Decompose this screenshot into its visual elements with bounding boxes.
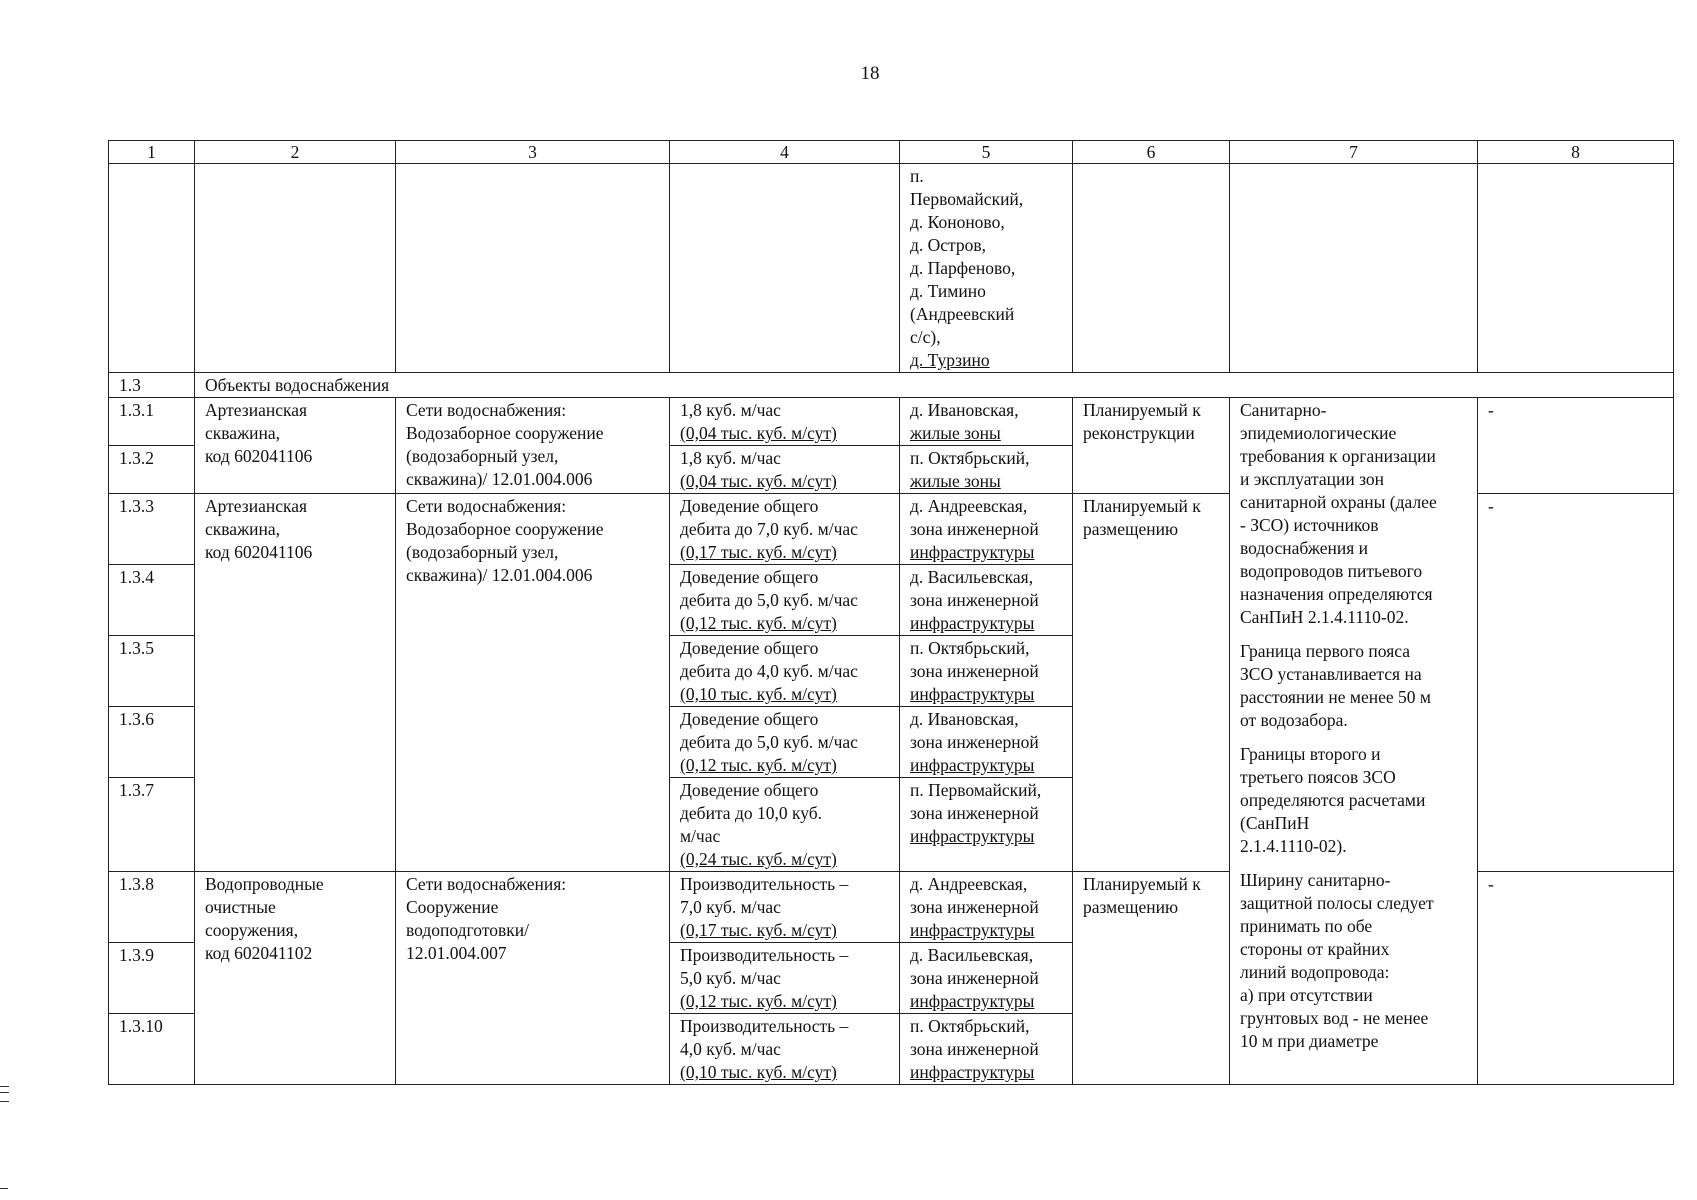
text-line: п. — [910, 166, 924, 186]
text-line: Артезианская — [205, 400, 308, 420]
text-line: (0,24 тыс. куб. м/сут) — [680, 849, 837, 869]
capacity — [670, 872, 900, 943]
status — [1073, 398, 1230, 494]
text-line: инфраструктуры — [910, 542, 1035, 562]
section-title: Объекты водоснабжения — [195, 373, 1674, 398]
location — [900, 636, 1073, 707]
text-line: д. Андреевская, — [910, 496, 1028, 516]
capacity — [670, 707, 900, 778]
header-cell: 8 — [1478, 141, 1674, 164]
text-line: д. Андреевская, — [910, 874, 1028, 894]
text-line: Доведение общего — [680, 780, 819, 800]
continuation-row — [109, 164, 1674, 373]
text-line: реконструкции — [1083, 423, 1195, 443]
text-line: (0,12 тыс. куб. м/сут) — [680, 613, 837, 633]
text-line: д. Ивановская, — [910, 400, 1019, 420]
text-line: Сети водоснабжения: — [406, 874, 567, 894]
text-line: Сети водоснабжения: — [406, 400, 567, 420]
text-line: от водозабора. — [1240, 710, 1348, 730]
text-line: водопроводов питьевого — [1240, 561, 1423, 581]
header-cell: 6 — [1073, 141, 1230, 164]
row-number: 1.3.8 — [109, 872, 195, 943]
text-line: Доведение общего — [680, 567, 819, 587]
text-line: размещению — [1083, 897, 1179, 917]
text-line: с/с), — [910, 327, 941, 347]
text-line: Планируемый к — [1083, 874, 1201, 894]
location — [900, 565, 1073, 636]
text-line: инфраструктуры — [910, 920, 1035, 940]
text-line: дебита до 5,0 куб. м/час — [680, 590, 858, 610]
capacity — [670, 398, 900, 446]
header-cell: 5 — [900, 141, 1073, 164]
row-number: 1.3.2 — [109, 446, 195, 494]
location — [900, 872, 1073, 943]
text-line: - ЗСО) источников — [1240, 515, 1379, 535]
text-line: (0,04 тыс. куб. м/сут) — [680, 423, 837, 443]
note: - — [1478, 494, 1674, 872]
margin-tick — [0, 1188, 8, 1189]
text-line: Водозаборное сооружение — [406, 519, 604, 539]
text-line: (0,10 тыс. куб. м/сут) — [680, 1062, 837, 1082]
text-line: инфраструктуры — [910, 991, 1035, 1011]
row-number: 1.3.10 — [109, 1014, 195, 1085]
text-line: очистные — [205, 897, 276, 917]
text-line: 1,8 куб. м/час — [680, 400, 781, 420]
text-line: инфраструктуры — [910, 1062, 1035, 1082]
text-line: скважина, — [205, 423, 281, 443]
text-line: Производительность – — [680, 945, 849, 965]
capacity — [670, 636, 900, 707]
text-line: д. Кононово, — [910, 212, 1005, 232]
text-line: защитной полосы следует — [1240, 893, 1434, 913]
text-line: 1,8 куб. м/час — [680, 448, 781, 468]
text-line: Граница первого пояса — [1240, 641, 1410, 661]
text-line: Ширину санитарно- — [1240, 870, 1391, 890]
header-cell: 4 — [670, 141, 900, 164]
header-cell: 1 — [109, 141, 195, 164]
text-line: зона инженерной — [910, 803, 1039, 823]
location — [900, 943, 1073, 1014]
object-name — [195, 398, 396, 494]
text-line: водоподготовки/ — [406, 920, 529, 940]
text-line: (0,10 тыс. куб. м/сут) — [680, 684, 837, 704]
text-line: д. Турзино — [910, 350, 990, 370]
text-line: зона инженерной — [910, 968, 1039, 988]
row-number: 1.3.3 — [109, 494, 195, 565]
text-line: (СанПиН — [1240, 813, 1310, 833]
text-line: 5,0 куб. м/час — [680, 968, 781, 988]
capacity — [670, 1014, 900, 1085]
capacity — [670, 565, 900, 636]
requirements-paragraph — [1240, 640, 1469, 732]
note: - — [1478, 398, 1674, 494]
location — [900, 494, 1073, 565]
text-line: Производительность – — [680, 1016, 849, 1036]
text-line: определяются расчетами — [1240, 790, 1426, 810]
object-type — [396, 872, 670, 1085]
text-line: дебита до 10,0 куб. — [680, 803, 823, 823]
settlements-cell — [900, 164, 1073, 373]
text-line: санитарной охраны (далее — [1240, 492, 1437, 512]
cell — [396, 164, 670, 373]
text-line: код 602041106 — [205, 446, 313, 466]
status — [1073, 494, 1230, 872]
cell — [1478, 164, 1674, 373]
text-line: инфраструктуры — [910, 826, 1035, 846]
text-line: 2.1.4.1110-02). — [1240, 836, 1347, 856]
text-line: код 602041106 — [205, 542, 313, 562]
text-line: д. Васильевская, — [910, 945, 1034, 965]
text-line: Производительность – — [680, 874, 849, 894]
text-line: назначения определяются — [1240, 584, 1433, 604]
text-line: 4,0 куб. м/час — [680, 1039, 781, 1059]
page-number: 18 — [860, 63, 880, 84]
text-line: скважина, — [205, 519, 281, 539]
text-line: зона инженерной — [910, 1039, 1039, 1059]
text-line: водоснабжения и — [1240, 538, 1368, 558]
row-number: 1.3.1 — [109, 398, 195, 446]
text-line: Водозаборное сооружение — [406, 423, 604, 443]
text-line: стороны от крайних — [1240, 939, 1390, 959]
text-line: третьего поясов ЗСО — [1240, 767, 1396, 787]
text-line: ЗСО устанавливается на — [1240, 664, 1422, 684]
header-cell: 2 — [195, 141, 396, 164]
text-line: Доведение общего — [680, 638, 819, 658]
capacity — [670, 943, 900, 1014]
requirements-paragraph — [1240, 399, 1469, 629]
header-cell: 7 — [1230, 141, 1478, 164]
text-line: (0,12 тыс. куб. м/сут) — [680, 991, 837, 1011]
location — [900, 446, 1073, 494]
text-line: (0,17 тыс. куб. м/сут) — [680, 920, 837, 940]
text-line: 12.01.004.007 — [406, 943, 507, 963]
text-line: Планируемый к — [1083, 496, 1201, 516]
text-line: зона инженерной — [910, 661, 1039, 681]
header-cell: 3 — [396, 141, 670, 164]
text-line: 7,0 куб. м/час — [680, 897, 781, 917]
text-line: (водозаборный узел, — [406, 446, 559, 466]
text-line: (0,12 тыс. куб. м/сут) — [680, 755, 837, 775]
text-line: жилые зоны — [910, 471, 1001, 491]
section-number: 1.3 — [109, 373, 195, 398]
section-row — [109, 373, 1674, 398]
row-number: 1.3.4 — [109, 565, 195, 636]
text-line: принимать по обе — [1240, 916, 1373, 936]
table-body — [109, 141, 1674, 1085]
text-line: Водопроводные — [205, 874, 324, 894]
text-line: п. Октябрьский, — [910, 1016, 1030, 1036]
text-line: (0,04 тыс. куб. м/сут) — [680, 471, 837, 491]
location — [900, 707, 1073, 778]
location — [900, 778, 1073, 872]
text-line: д. Парфеново, — [910, 258, 1016, 278]
object-type — [396, 398, 670, 494]
text-line: зона инженерной — [910, 897, 1039, 917]
object-name — [195, 872, 396, 1085]
note: - — [1478, 872, 1674, 1085]
text-line: эпидемиологические — [1240, 423, 1397, 443]
row-number: 1.3.6 — [109, 707, 195, 778]
text-line: Планируемый к — [1083, 400, 1201, 420]
text-line: грунтовых вод - не менее — [1240, 1008, 1429, 1028]
text-line: зона инженерной — [910, 519, 1039, 539]
text-line: Санитарно- — [1240, 400, 1327, 420]
cell — [109, 164, 195, 373]
text-line: (0,17 тыс. куб. м/сут) — [680, 542, 837, 562]
text-line: Сети водоснабжения: — [406, 496, 567, 516]
cell — [1230, 164, 1478, 373]
capacity — [670, 778, 900, 872]
text-line: Первомайский, — [910, 189, 1024, 209]
text-line: сооружения, — [205, 920, 299, 940]
text-line: д. Ивановская, — [910, 709, 1019, 729]
objects-table — [108, 140, 1674, 1085]
capacity — [670, 446, 900, 494]
text-line: (водозаборный узел, — [406, 542, 559, 562]
text-line: зона инженерной — [910, 590, 1039, 610]
text-line: д. Тимино — [910, 281, 986, 301]
text-line: Сооружение — [406, 897, 499, 917]
zso-requirements — [1230, 398, 1478, 1085]
header-row — [109, 141, 1674, 164]
text-line: п. Октябрьский, — [910, 638, 1030, 658]
table-row — [109, 398, 1674, 446]
text-line: Доведение общего — [680, 709, 819, 729]
requirements-paragraph — [1240, 743, 1469, 858]
object-name — [195, 494, 396, 872]
text-line: Доведение общего — [680, 496, 819, 516]
text-line: д. Остров, — [910, 235, 987, 255]
text-line: 10 м при диаметре — [1240, 1031, 1379, 1051]
text-line: скважина)/ 12.01.004.006 — [406, 469, 593, 489]
text-line: инфраструктуры — [910, 613, 1035, 633]
text-line: расстоянии не менее 50 м — [1240, 687, 1431, 707]
text-line: размещению — [1083, 519, 1179, 539]
cell — [195, 164, 396, 373]
text-line: д. Васильевская, — [910, 567, 1034, 587]
text-line: Границы второго и — [1240, 744, 1381, 764]
text-line: скважина)/ 12.01.004.006 — [406, 565, 593, 585]
text-line: дебита до 5,0 куб. м/час — [680, 732, 858, 752]
row-number: 1.3.9 — [109, 943, 195, 1014]
text-line: инфраструктуры — [910, 755, 1035, 775]
text-line: СанПиН 2.1.4.1110-02. — [1240, 607, 1409, 627]
text-line: жилые зоны — [910, 423, 1001, 443]
text-line: и эксплуатации зон — [1240, 469, 1385, 489]
row-number: 1.3.7 — [109, 778, 195, 872]
text-line: (Андреевский — [910, 304, 1015, 324]
text-line: а) при отсутствии — [1240, 985, 1373, 1005]
cell — [1073, 164, 1230, 373]
text-line: код 602041102 — [205, 943, 313, 963]
margin-mark — [0, 1086, 9, 1102]
text-line: Артезианская — [205, 496, 308, 516]
text-line: м/час — [680, 826, 721, 846]
requirements-paragraph — [1240, 869, 1469, 1053]
text-line: п. Первомайский, — [910, 780, 1042, 800]
text-line: дебита до 4,0 куб. м/час — [680, 661, 858, 681]
cell — [670, 164, 900, 373]
capacity — [670, 494, 900, 565]
text-line: линий водопровода: — [1240, 962, 1390, 982]
text-line: инфраструктуры — [910, 684, 1035, 704]
location — [900, 398, 1073, 446]
status — [1073, 872, 1230, 1085]
text-line: дебита до 7,0 куб. м/час — [680, 519, 858, 539]
text-line: зона инженерной — [910, 732, 1039, 752]
object-type — [396, 494, 670, 872]
location — [900, 1014, 1073, 1085]
text-line: требования к организации — [1240, 446, 1436, 466]
row-number: 1.3.5 — [109, 636, 195, 707]
text-line: п. Октябрьский, — [910, 448, 1030, 468]
